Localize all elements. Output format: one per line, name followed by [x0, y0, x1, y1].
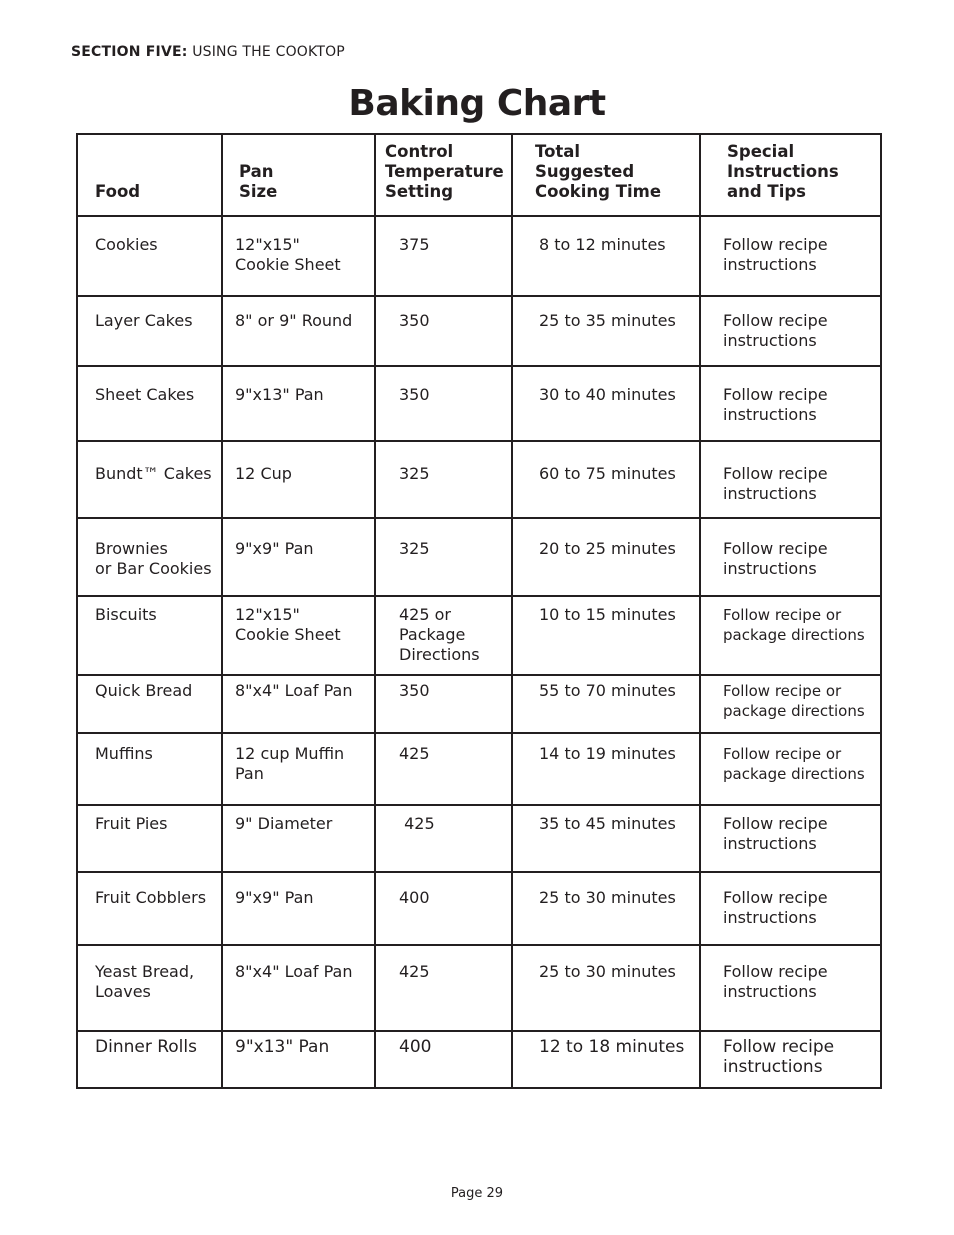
cell-tips: Follow recipe instructions — [700, 1031, 881, 1088]
cell-tips: Follow recipe or package directions — [700, 596, 881, 675]
cell-temperature: 375 — [375, 216, 512, 296]
cell-food: Muffins — [77, 733, 222, 805]
cell-food: Fruit Pies — [77, 805, 222, 872]
cell-tips: Follow recipe instructions — [700, 441, 881, 518]
cell-pan-size: 9"x13" Pan — [222, 366, 375, 441]
table-row — [77, 675, 881, 733]
cell-temperature: 425 — [375, 733, 512, 805]
column-header-cooking-time: Total Suggested Cooking Time — [512, 134, 700, 216]
table-row — [77, 296, 881, 366]
cell-food: Biscuits — [77, 596, 222, 675]
cell-cooking-time: 25 to 30 minutes — [512, 945, 700, 1031]
cell-tips: Follow recipe or package directions — [700, 675, 881, 733]
cell-tips: Follow recipe instructions — [700, 805, 881, 872]
cell-temperature: 325 — [375, 518, 512, 596]
table-row — [77, 1031, 881, 1088]
cell-cooking-time: 20 to 25 minutes — [512, 518, 700, 596]
cell-tips: Follow recipe or package directions — [700, 733, 881, 805]
page-number: Page 29 — [450, 1186, 504, 1201]
cell-pan-size: 12"x15" Cookie Sheet — [222, 596, 375, 675]
cell-cooking-time: 8 to 12 minutes — [512, 216, 700, 296]
cell-pan-size: 9" Diameter — [222, 805, 375, 872]
cell-food: Quick Bread — [77, 675, 222, 733]
section-header — [71, 44, 345, 60]
cell-temperature: 400 — [375, 872, 512, 945]
cell-pan-size: 12"x15" Cookie Sheet — [222, 216, 375, 296]
cell-pan-size: 9"x9" Pan — [222, 872, 375, 945]
cell-cooking-time: 25 to 35 minutes — [512, 296, 700, 366]
cell-temperature: 350 — [375, 366, 512, 441]
table-row — [77, 596, 881, 675]
cell-pan-size: 12 Cup — [222, 441, 375, 518]
table-row — [77, 216, 881, 296]
cell-tips: Follow recipe instructions — [700, 872, 881, 945]
cell-food: Bundt™ Cakes — [77, 441, 222, 518]
cell-pan-size: 8" or 9" Round — [222, 296, 375, 366]
cell-temperature: 350 — [375, 296, 512, 366]
column-header-food: Food — [77, 134, 222, 216]
table-row — [77, 441, 881, 518]
cell-food: Layer Cakes — [77, 296, 222, 366]
cell-cooking-time: 25 to 30 minutes — [512, 872, 700, 945]
column-header-tips: Special Instructions and Tips — [700, 134, 881, 216]
cell-food: Dinner Rolls — [77, 1031, 222, 1088]
cell-food: Sheet Cakes — [77, 366, 222, 441]
cell-cooking-time: 55 to 70 minutes — [512, 675, 700, 733]
cell-cooking-time: 10 to 15 minutes — [512, 596, 700, 675]
section-label: SECTION FIVE: — [71, 44, 188, 60]
cell-food: Fruit Cobblers — [77, 872, 222, 945]
cell-cooking-time: 60 to 75 minutes — [512, 441, 700, 518]
table-row — [77, 366, 881, 441]
table-row — [77, 945, 881, 1031]
column-header-temperature: Control Temperature Setting — [375, 134, 512, 216]
page-title: Baking Chart — [348, 83, 606, 124]
cell-tips: Follow recipe instructions — [700, 296, 881, 366]
cell-temperature: 350 — [375, 675, 512, 733]
cell-pan-size: 8"x4" Loaf Pan — [222, 675, 375, 733]
section-title: USING THE COOKTOP — [187, 44, 345, 60]
table-row — [77, 518, 881, 596]
cell-pan-size: 9"x9" Pan — [222, 518, 375, 596]
cell-tips: Follow recipe instructions — [700, 216, 881, 296]
cell-cooking-time: 12 to 18 minutes — [512, 1031, 700, 1088]
table-header-row — [77, 134, 881, 216]
cell-pan-size: 9"x13" Pan — [222, 1031, 375, 1088]
cell-cooking-time: 30 to 40 minutes — [512, 366, 700, 441]
baking-chart-table — [76, 133, 882, 1089]
cell-pan-size: 12 cup Muffin Pan — [222, 733, 375, 805]
cell-tips: Follow recipe instructions — [700, 518, 881, 596]
cell-cooking-time: 35 to 45 minutes — [512, 805, 700, 872]
table-row — [77, 805, 881, 872]
cell-food: Cookies — [77, 216, 222, 296]
cell-temperature: 325 — [375, 441, 512, 518]
cell-temperature: 425 — [375, 805, 512, 872]
cell-temperature: 425 or Package Directions — [375, 596, 512, 675]
cell-tips: Follow recipe instructions — [700, 366, 881, 441]
cell-temperature: 400 — [375, 1031, 512, 1088]
cell-cooking-time: 14 to 19 minutes — [512, 733, 700, 805]
cell-food: Brownies or Bar Cookies — [77, 518, 222, 596]
table-row — [77, 733, 881, 805]
cell-food: Yeast Bread, Loaves — [77, 945, 222, 1031]
cell-tips: Follow recipe instructions — [700, 945, 881, 1031]
cell-temperature: 425 — [375, 945, 512, 1031]
table-row — [77, 872, 881, 945]
column-header-pan-size: Pan Size — [222, 134, 375, 216]
cell-pan-size: 8"x4" Loaf Pan — [222, 945, 375, 1031]
